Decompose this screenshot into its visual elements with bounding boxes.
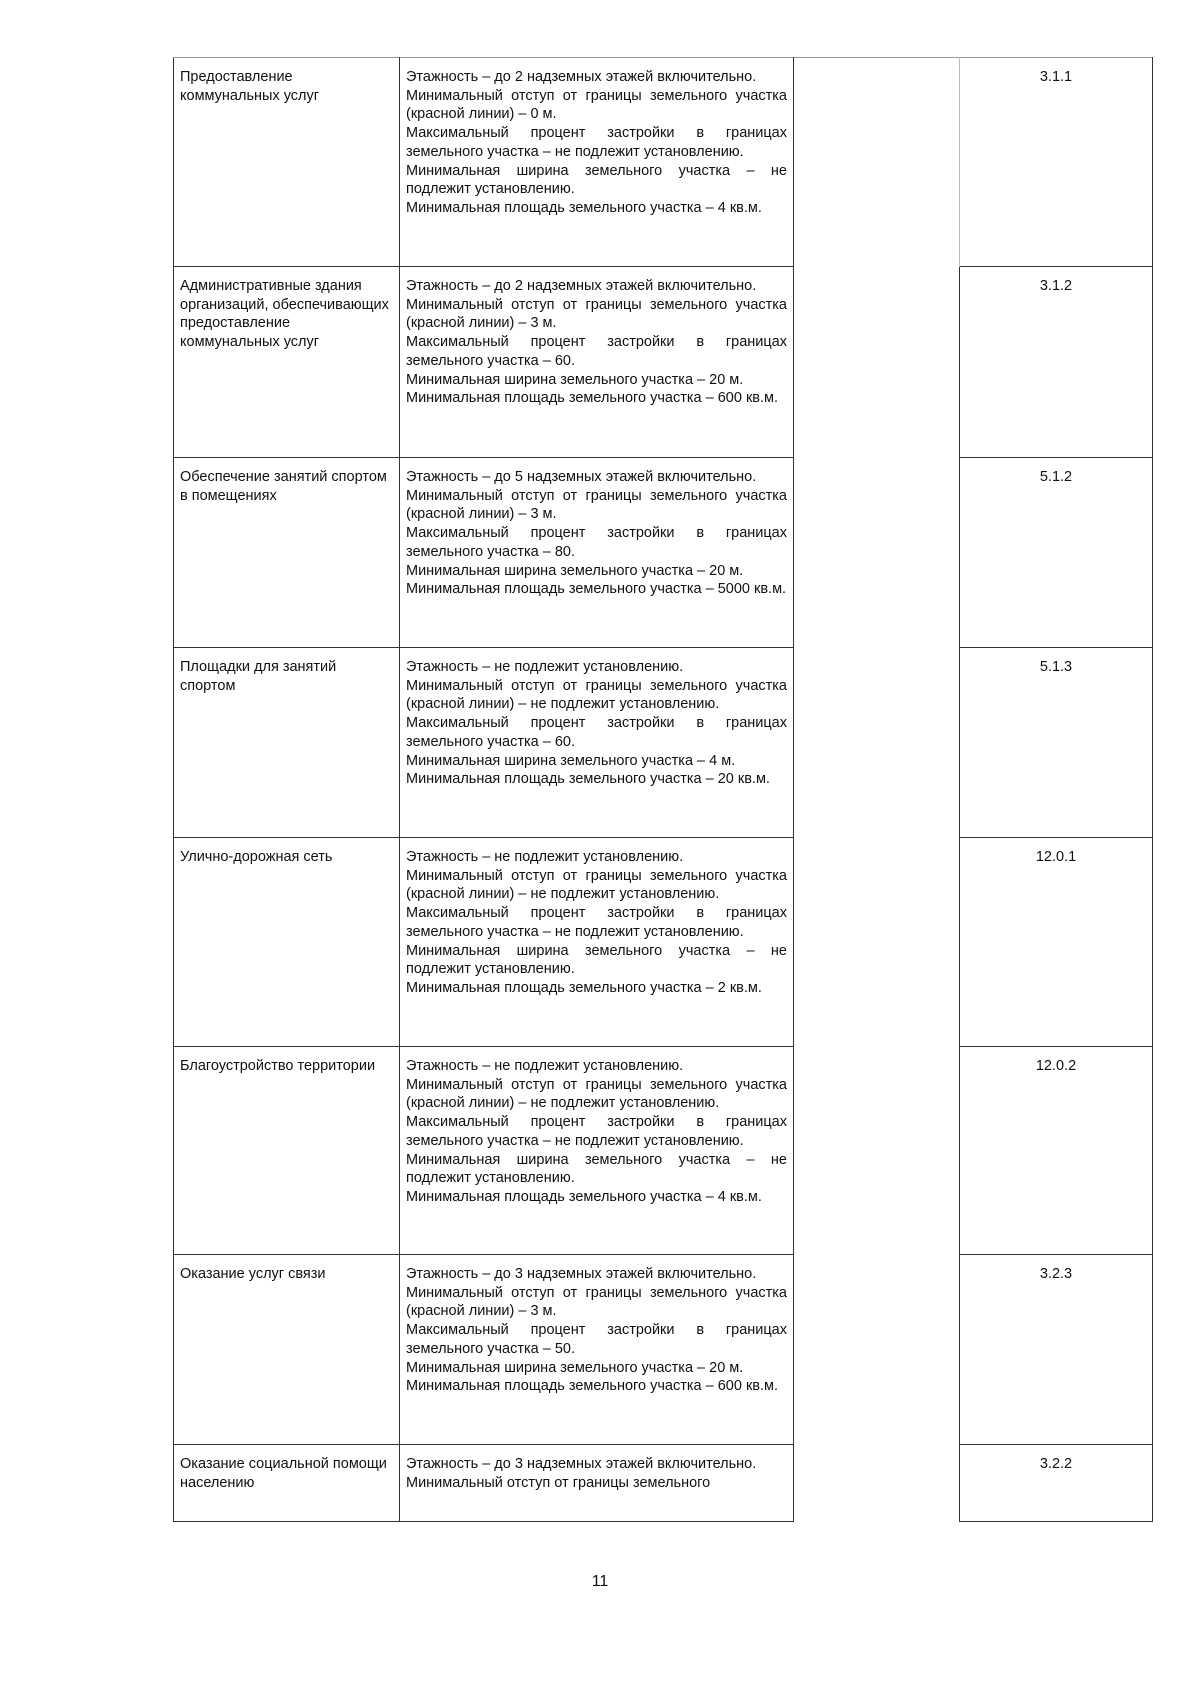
parameter-line: Минимальный отступ от границы земельного участка (красной линии) – 3 м. [406,296,787,332]
classifier-code-cell: 3.2.2 [960,1445,1153,1522]
use-type-cell: Площадки для занятий спортом [174,648,400,838]
classifier-code-cell: 3.1.1 [960,58,1153,267]
use-type-cell: Обеспечение занятий спортом в помещениях [174,458,400,648]
table-row [174,458,1153,648]
parameter-line: Минимальная площадь земельного участка – 20 кв.м. [406,771,770,788]
parameters-cell [400,648,794,838]
parameter-line: Максимальный процент застройки в границах земельного участка – не подлежит установлению. [406,125,787,160]
parameter-line: Минимальная ширина земельного участка – 20 м. [406,562,744,579]
empty-column-cell [794,58,960,267]
parameters-cell [400,1047,794,1255]
parameter-line: Минимальный отступ от границы земельного участка (красной линии) – 0 м. [406,87,787,123]
use-type-cell: Благоустройство территории [174,1047,400,1255]
empty-column-cell [794,1047,960,1255]
parameters-cell [400,458,794,648]
parameter-line: Максимальный процент застройки в границах земельного участка – 80. [406,525,787,560]
parameters-cell [400,58,794,267]
parameter-line: Минимальный отступ от границы земельного [406,1474,711,1491]
parameter-line: Этажность – до 2 надземных этажей включительно. [406,69,757,85]
parameter-line: Минимальный отступ от границы земельного участка (красной линии) – не подлежит установлению. [406,867,787,903]
parameter-line: Минимальная площадь земельного участка – 5000 кв.м. [406,581,787,598]
table-row [174,58,1153,267]
parameter-line: Максимальный процент застройки в границах земельного участка – не подлежит установлению. [406,1114,787,1149]
use-type-cell: Предоставление коммунальных услуг [174,58,400,267]
classifier-code-cell: 3.1.2 [960,267,1153,458]
classifier-code-cell: 12.0.1 [960,838,1153,1047]
use-type-cell: Оказание социальной помощи населению [174,1445,400,1522]
parameter-line: Этажность – не подлежит установлению. [406,1058,684,1074]
parameter-line: Этажность – до 2 надземных этажей включительно. [406,278,757,294]
empty-column-cell [794,1255,960,1445]
table-row [174,648,1153,838]
parameter-line: Минимальная площадь земельного участка – 600 кв.м. [406,1378,779,1395]
parameter-line: Этажность – до 3 надземных этажей включительно. [406,1266,757,1282]
parameters-cell [400,838,794,1047]
parameter-line: Минимальная ширина земельного участка – не подлежит установлению. [406,1151,787,1187]
use-type-cell: Улично-дорожная сеть [174,838,400,1047]
parameter-line: Максимальный процент застройки в границах земельного участка – 60. [406,334,787,369]
classifier-code-cell: 3.2.3 [960,1255,1153,1445]
parameter-line: Этажность – не подлежит установлению. [406,659,684,675]
parameter-line: Минимальная площадь земельного участка – 4 кв.м. [406,199,762,216]
parameter-line: Минимальная ширина земельного участка – не подлежит установлению. [406,942,787,978]
parameter-line: Минимальная ширина земельного участка – 20 м. [406,371,744,388]
zoning-table [173,57,1153,1522]
parameter-line: Минимальная площадь земельного участка – 4 кв.м. [406,1188,762,1205]
classifier-code-cell: 5.1.3 [960,648,1153,838]
parameter-line: Минимальная площадь земельного участка – 2 кв.м. [406,979,762,996]
table-row [174,1047,1153,1255]
empty-column-cell [794,648,960,838]
use-type-cell: Оказание услуг связи [174,1255,400,1445]
parameter-line: Максимальный процент застройки в границах земельного участка – 60. [406,715,787,750]
parameters-cell [400,267,794,458]
table-row [174,267,1153,458]
use-type-cell: Административные здания организаций, обеспечивающих предоставление коммунальных услуг [174,267,400,458]
empty-column-cell [794,1445,960,1522]
classifier-code-cell: 12.0.2 [960,1047,1153,1255]
parameter-line: Минимальный отступ от границы земельного участка (красной линии) – 3 м. [406,1284,787,1320]
table-row [174,838,1153,1047]
parameter-line: Этажность – не подлежит установлению. [406,849,684,865]
parameter-line: Этажность – до 5 надземных этажей включительно. [406,469,757,485]
page-number: 11 [591,1573,609,1590]
classifier-code-cell: 5.1.2 [960,458,1153,648]
parameter-line: Минимальный отступ от границы земельного участка (красной линии) – 3 м. [406,487,787,523]
parameter-line: Минимальная ширина земельного участка – 4 м. [406,752,736,769]
parameter-line: Минимальная ширина земельного участка – не подлежит установлению. [406,162,787,198]
empty-column-cell [794,838,960,1047]
parameter-line: Минимальная ширина земельного участка – 20 м. [406,1359,744,1376]
parameter-line: Минимальная площадь земельного участка – 600 кв.м. [406,390,779,407]
empty-column-cell [794,267,960,458]
parameter-line: Максимальный процент застройки в границах земельного участка – 50. [406,1322,787,1357]
parameters-cell [400,1255,794,1445]
parameter-line: Максимальный процент застройки в границах земельного участка – не подлежит установлению. [406,905,787,940]
parameter-line: Минимальный отступ от границы земельного участка (красной линии) – не подлежит установлению. [406,1076,787,1112]
parameter-line: Минимальный отступ от границы земельного участка (красной линии) – не подлежит установлению. [406,677,787,713]
parameter-line: Этажность – до 3 надземных этажей включительно. [406,1456,757,1472]
parameters-cell [400,1445,794,1522]
table-row [174,1445,1153,1522]
table-row [174,1255,1153,1445]
empty-column-cell [794,458,960,648]
